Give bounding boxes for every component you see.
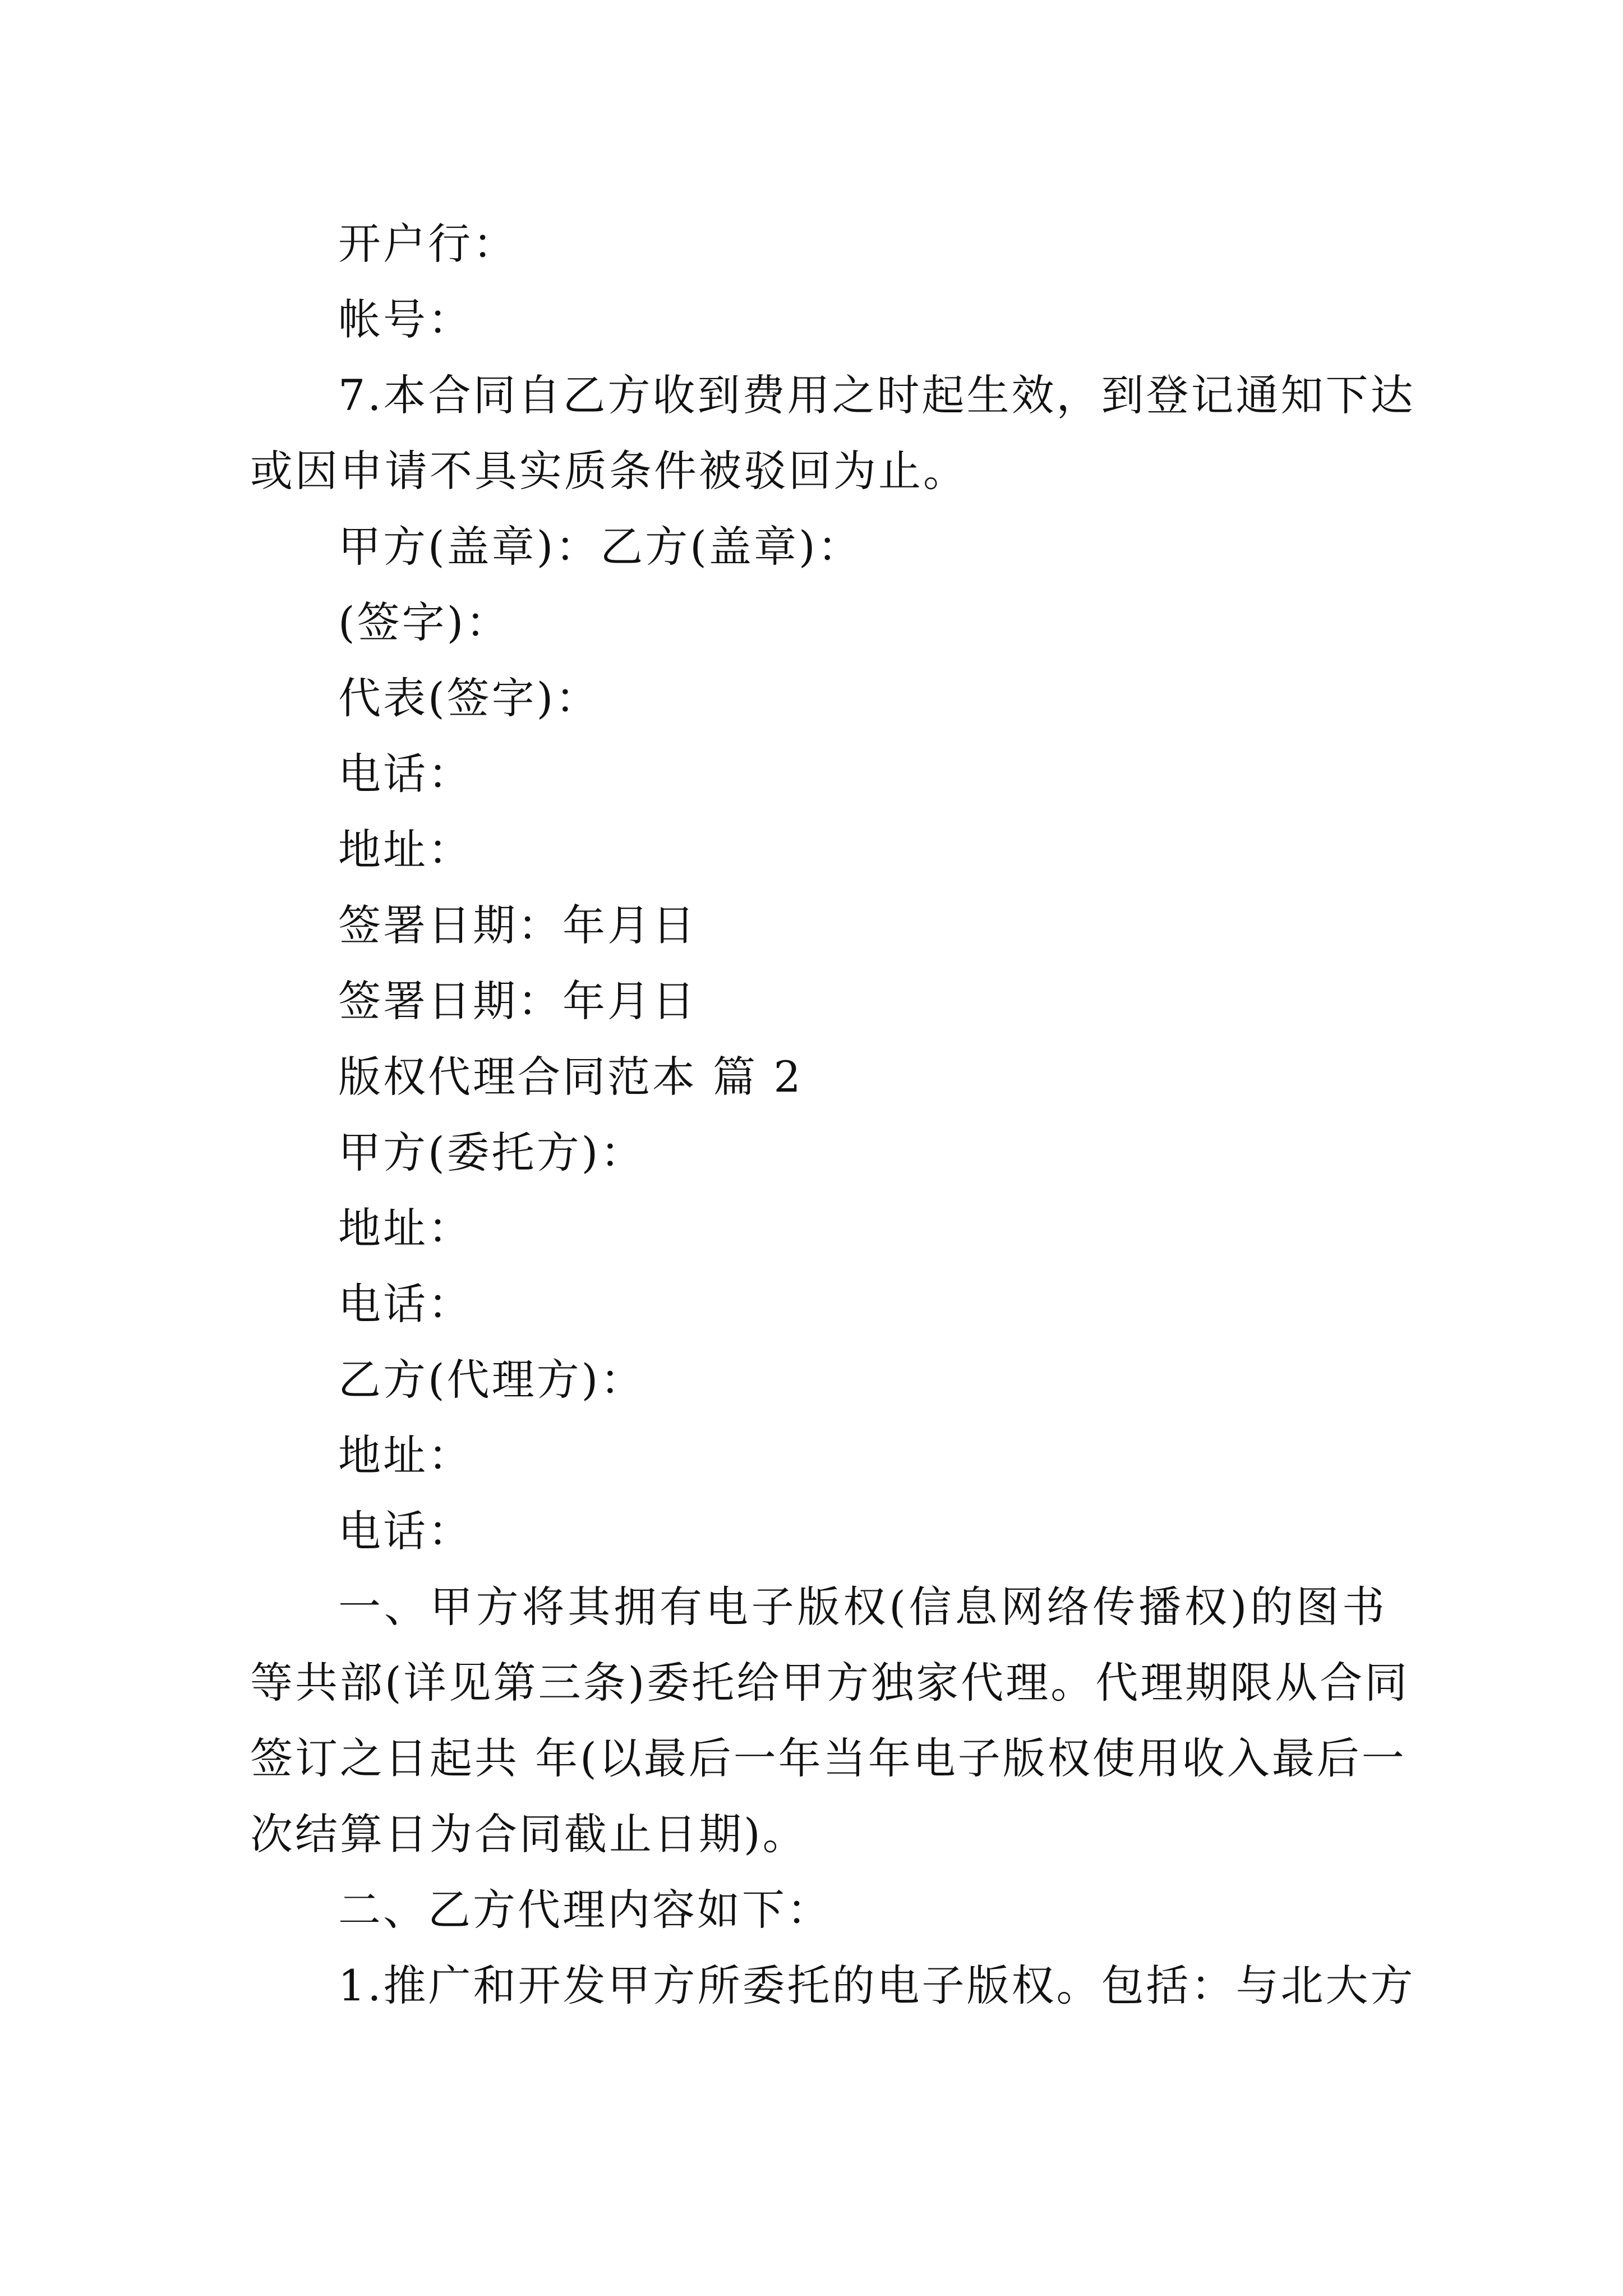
- address-label: 地址：: [338, 825, 473, 875]
- phone-label: 电话：: [338, 1279, 473, 1329]
- signature-label: (签字)：: [338, 597, 511, 647]
- bank-label: 开户行：: [338, 219, 518, 269]
- party-seal-line: 甲方(盖章)：乙方(盖章)：: [338, 522, 863, 572]
- party-a-label: 甲方(委托方)：: [338, 1128, 645, 1177]
- section-heading: 版权代理合同范本 篇 2: [338, 1052, 803, 1102]
- address-label: 地址：: [338, 1203, 473, 1253]
- party-b-label: 乙方(代理方)：: [338, 1355, 645, 1405]
- article-1-line-2: 等共部(详见第三条)委托给甲方独家代理。代理期限从合同: [250, 1658, 1410, 1708]
- article-2-item-1: 1.推广和开发甲方所委托的电子版权。包括：与北大方: [338, 1961, 1415, 2010]
- signing-date-label: 签署日期：年月日: [338, 976, 697, 1026]
- phone-label: 电话：: [338, 749, 473, 799]
- clause-7-line-1: 7.本合同自乙方收到费用之时起生效，到登记通知下达: [338, 370, 1415, 420]
- article-1-line-1: 一、甲方将其拥有电子版权(信息网络传播权)的图书: [338, 1582, 1387, 1632]
- signing-date-label: 签署日期：年月日: [338, 900, 697, 950]
- article-2-heading: 二、乙方代理内容如下：: [338, 1885, 832, 1935]
- representative-signature-label: 代表(签字)：: [338, 673, 601, 723]
- article-1-line-3: 签订之日起共 年(以最后一年当年电子版权使用收入最后一: [250, 1733, 1407, 1783]
- clause-7-line-2: 或因申请不具实质条件被驳回为止。: [250, 446, 968, 496]
- article-1-line-4: 次结算日为合同截止日期)。: [250, 1809, 808, 1859]
- phone-label: 电话：: [338, 1506, 473, 1556]
- account-label: 帐号：: [338, 295, 473, 344]
- address-label: 地址：: [338, 1430, 473, 1480]
